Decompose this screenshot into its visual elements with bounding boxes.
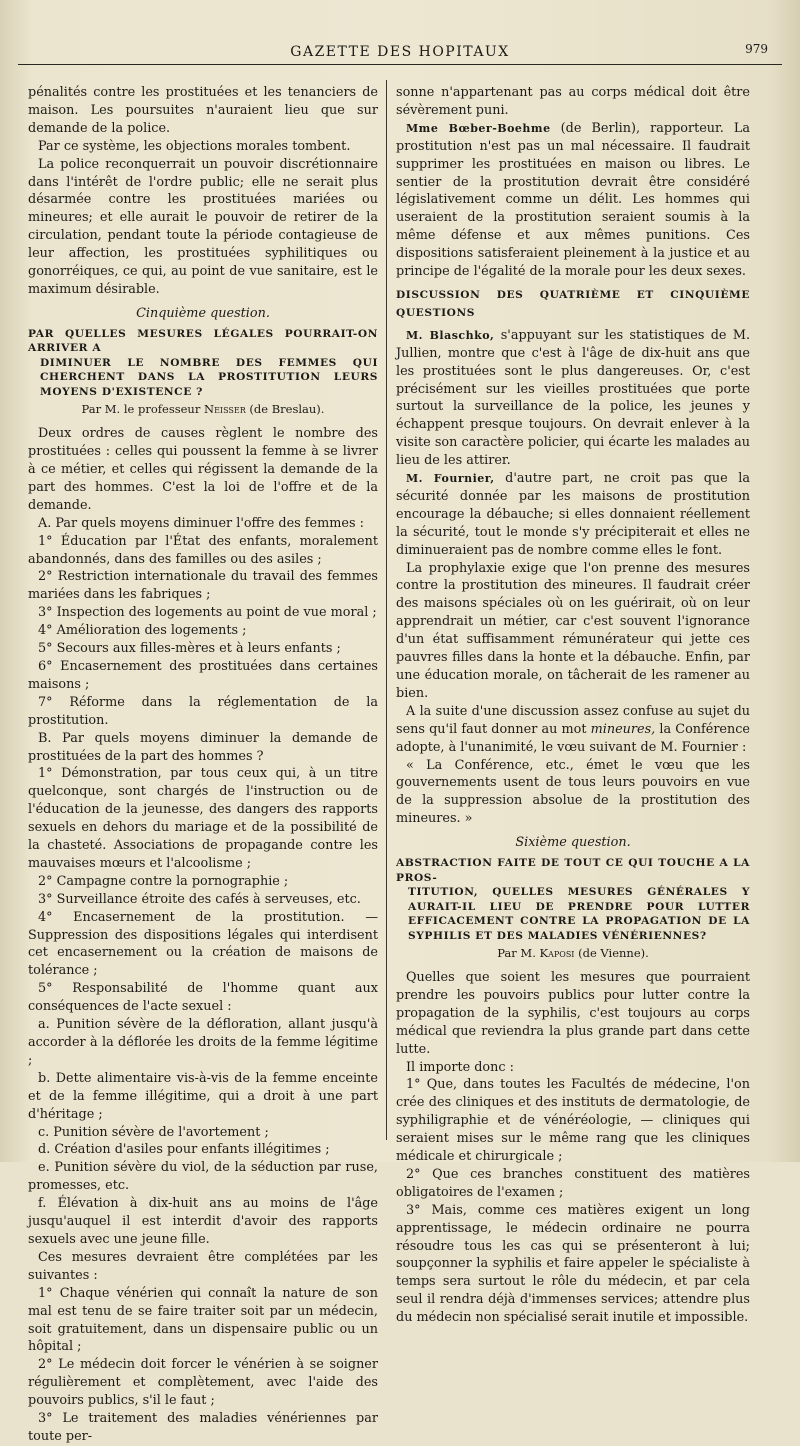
author-name: Kaposi xyxy=(539,946,575,961)
left-column xyxy=(28,84,378,1444)
list-item: 7° Réforme dans la réglementation de la prostitution. xyxy=(28,694,378,728)
paragraph: La police reconquerrait un pouvoir discrétionnaire dans l'intérêt de l'ordre public; elle ne serait plus désarmée contre les prostituées mariées ou mineures; et elle aurait le pouvoir de retirer de la circulation, pendant toute la période contagieuse de leur affection, les prostituées syphilitiques ou gonorréiques, ce qui, au point de vue sanitaire, est le maximum désirable. xyxy=(28,156,378,297)
speaker-name: M. Fournier, xyxy=(406,472,495,486)
right-column xyxy=(396,84,751,1326)
paragraph xyxy=(396,703,750,757)
paragraph: pénalités contre les prostituées et les tenanciers de maison. Les poursuites n'auraient lieu que sur demande de la police. xyxy=(28,85,378,136)
list-item: 2° Restriction internationale du travail des femmes mariées dans les fabriques ; xyxy=(28,569,378,603)
paragraph-text: (de Berlin), rapporteur. La prostitution n'est pas un mal nécessaire. Il faudrait supprimer les prostituées en maison ou libres. Le sentier de la prostitution devrait être considéré législativement comme un délit. Les hommes qui useraient de la prostitution seraient soumis à la même défense et aux mêmes punitions. Ces dispositions satisferaient pleinement à la justice et au principe de l'égalité de la morale pour les deux sexes. xyxy=(396,120,751,280)
paragraph xyxy=(396,120,750,281)
paragraph: Deux ordres de causes règlent le nombre des prostituées : celles qui poussent la femme à se livrer à ce métier, et celles qui régissent la demande de la part des hommes. C'est la loi de l'offre et de la demande. xyxy=(28,426,378,513)
section-title: Cinquième question. xyxy=(136,305,270,321)
list-item: 1° Chaque vénérien qui connaît la nature de son mal est tenu de se faire traiter soit par un médecin, soit gratuitement, dans un dispensaire public ou un hôpital ; xyxy=(28,1285,378,1355)
question-heading-rest: TITUTION, QUELLES MESURES GÉNÉRALES Y AURAIT-IL LIEU DE PRENDRE POUR LUTTER EFFICACEMENT CONTRE LA PROPAGATION DE LA SYPHILIS ET DES MALADIES VÉNÉRIENNES? xyxy=(408,886,750,942)
page-number: 979 xyxy=(745,42,768,56)
discussion-heading: DISCUSSION DES QUATRIÈME ET CINQUIÈME QUESTIONS xyxy=(396,288,750,319)
list-item: 3° Inspection des logements au point de vue moral ; xyxy=(38,605,377,621)
question-heading xyxy=(28,327,378,400)
question-heading-rest: DIMINUER LE NOMBRE DES FEMMES QUI CHERCHENT DANS LA PROSTITUTION LEURS MOYENS D'EXISTENCE ? xyxy=(40,356,378,398)
sub-list-item: b. Dette alimentaire vis-à-vis de la femme enceinte et de la femme illégitime, qui a droit à une part d'héritage ; xyxy=(28,1070,378,1122)
question-heading-first: ABSTRACTION FAITE DE TOUT CE QUI TOUCHE A LA PROS- xyxy=(396,857,750,884)
list-item: 3° Le traitement des maladies vénériennes par toute per- xyxy=(28,1411,378,1444)
list-item: 5° Secours aux filles-mères et à leurs enfants ; xyxy=(38,641,341,657)
paragraph xyxy=(396,470,750,560)
list-item: 1° Éducation par l'État des enfants, moralement abandonnés, dans des familles ou des asiles ; xyxy=(28,533,378,567)
sub-list-item: a. Punition sévère de la défloration, allant jusqu'à accorder à la déflorée les droits de la femme légitime ; xyxy=(28,1017,378,1068)
sub-list-item: c. Punition sévère de l'avortement ; xyxy=(38,1124,269,1140)
author-prefix: Par M. le professeur xyxy=(81,402,201,417)
author-place: (de Breslau). xyxy=(249,402,325,417)
paragraph: Par ce système, les objections morales tombent. xyxy=(38,138,351,154)
list-item: 4° Amélioration des logements ; xyxy=(38,623,247,639)
paragraph: La prophylaxie exige que l'on prenne des mesures contre la prostitution des mineures. Il faudrait créer des maisons spéciales où on les guérirait, où on leur apprendrait un métier, car c'est souvent l'ignorance d'un état suffisamment rémunérateur qui jette ces pauvres filles dans la honte et la débauche. Enfin, par une éducation morale, on tâcherait de les ramener au bien. xyxy=(396,560,750,701)
list-item: 6° Encasernement des prostituées dans certaines maisons ; xyxy=(28,658,378,692)
list-item: 4° Encasernement de la prostitution. — Suppression des dispositions légales qui interdisent cet encasernement ou la création de maisons de tolérance ; xyxy=(28,909,378,979)
paragraph-text: d'autre part, ne croit pas que la sécurité donnée par les maisons de prostitution encourage la débauche; si elles donnaient réellement la sécurité, tout le monde s'y précipiterait et elles ne diminueraient pas de nombre comme elles le font. xyxy=(396,471,750,558)
speaker-name: M. Blaschko, xyxy=(406,328,495,342)
list-item: 3° Mais, comme ces matières exigent un long apprentissage, le médecin ordinaire ne pourra résoudre tous les cas qui se présenteront à lui; soupçonner la syphilis et faire appeler le spécialiste à temps sera surtout le rôle du médecin, et par cela seul il rendra déjà d'immenses services; attendre plus du médecin non spécialisé serait inutile et impossible. xyxy=(396,1202,750,1326)
question-heading xyxy=(396,856,750,943)
paragraph: Quelles que soient les mesures que pourraient prendre les pouvoirs publics pour lutter contre la propagation de la syphilis, c'est toujours au corps médical que reviendra la plus grande part dans cette lutte. xyxy=(396,969,750,1057)
list-item: 2° Campagne contre la pornographie ; xyxy=(38,873,289,889)
author-name: Neisser xyxy=(204,402,246,417)
question-heading-first: PAR QUELLES MESURES LÉGALES POURRAIT-ON ARRIVER A xyxy=(28,327,378,355)
page-header xyxy=(18,40,782,70)
header-rule xyxy=(18,64,782,65)
sub-list-item: e. Punition sévère du viol, de la séduction par ruse, promesses, etc. xyxy=(28,1160,378,1194)
list-heading: A. Par quels moyens diminuer l'offre des femmes : xyxy=(38,515,364,531)
section-title: Sixième question. xyxy=(515,835,631,851)
paragraph-text: A la suite d'une discussion assez confuse au sujet du sens qu'il faut donner au mot xyxy=(396,703,750,737)
paragraph: Ces mesures devraient être complétées par les suivantes : xyxy=(28,1249,378,1283)
list-item: 1° Que, dans toutes les Facultés de médecine, l'on crée des cliniques et des instituts de dermatologie, de syphiligraphie et de vénéréologie, — cliniques qui seraient mises sur le même rang que les cliniques médicale et chirurgicale ; xyxy=(396,1077,750,1165)
paragraph-text: s'appuyant sur les statistiques de M. Jullien, montre que c'est à l'âge de dix-huit ans que les prostituées sont le plus dangereuses. Or, c'est précisément sur les vieilles prostituées que porte surtout la surveillance de la police, les jeunes y échappent presque toujours. On devrait enlever à la visite son caractère policier, qui écarte les malades au lieu de les attirer. xyxy=(396,327,751,469)
paragraph: Il importe donc : xyxy=(406,1059,514,1075)
author-place: (de Vienne). xyxy=(578,946,649,961)
author-line xyxy=(28,401,378,419)
paragraph: sonne n'appartenant pas au corps médical doit être sévèrement puni. xyxy=(396,85,750,118)
list-item: 1° Démonstration, par tous ceux qui, à un titre quelconque, sont chargés de l'instruction ou de l'éducation de la jeunesse, des dangers des rapports sexuels en dehors du mariage et de la possibilité de la chasteté. Associations de propagande contre les mauvaises mœurs et l'alcoolisme ; xyxy=(28,766,378,871)
column-divider xyxy=(386,80,387,1140)
author-line xyxy=(396,945,750,963)
journal-title: GAZETTE DES HOPITAUX xyxy=(290,44,510,60)
quoted-resolution: « La Conférence, etc., émet le vœu que les gouvernements usent de tous leurs pouvoirs en vue de la suppression absolue de la prostitution des mineures. » xyxy=(396,757,750,827)
list-item: 3° Surveillance étroite des cafés à serveuses, etc. xyxy=(38,891,361,907)
paragraph-text: la Conférence adopte, à l'unanimité, le vœu suivant de M. Fournier : xyxy=(396,721,750,755)
sub-list-item: f. Élévation à dix-huit ans au moins de l'âge jusqu'auquel il est interdit d'avoir des rapports sexuels avec une jeune fille. xyxy=(28,1196,378,1247)
sub-list-item: d. Création d'asiles pour enfants illégitimes ; xyxy=(38,1142,330,1158)
author-prefix: Par M. xyxy=(497,946,536,961)
list-item: 2° Le médecin doit forcer le vénérien à se soigner régulièrement et complètement, avec l'aide des pouvoirs publics, s'il le faut ; xyxy=(28,1357,378,1409)
list-item: 2° Que ces branches constituent des matières obligatoires de l'examen ; xyxy=(396,1166,750,1200)
italic-word: mineures, xyxy=(590,721,656,737)
paragraph xyxy=(396,327,750,470)
list-item: 5° Responsabilité de l'homme quant aux conséquences de l'acte sexuel : xyxy=(28,981,378,1015)
speaker-name: Mme Bœber-Boehme xyxy=(406,121,551,135)
list-heading: B. Par quels moyens diminuer la demande de prostituées de la part des hommes ? xyxy=(28,730,378,764)
